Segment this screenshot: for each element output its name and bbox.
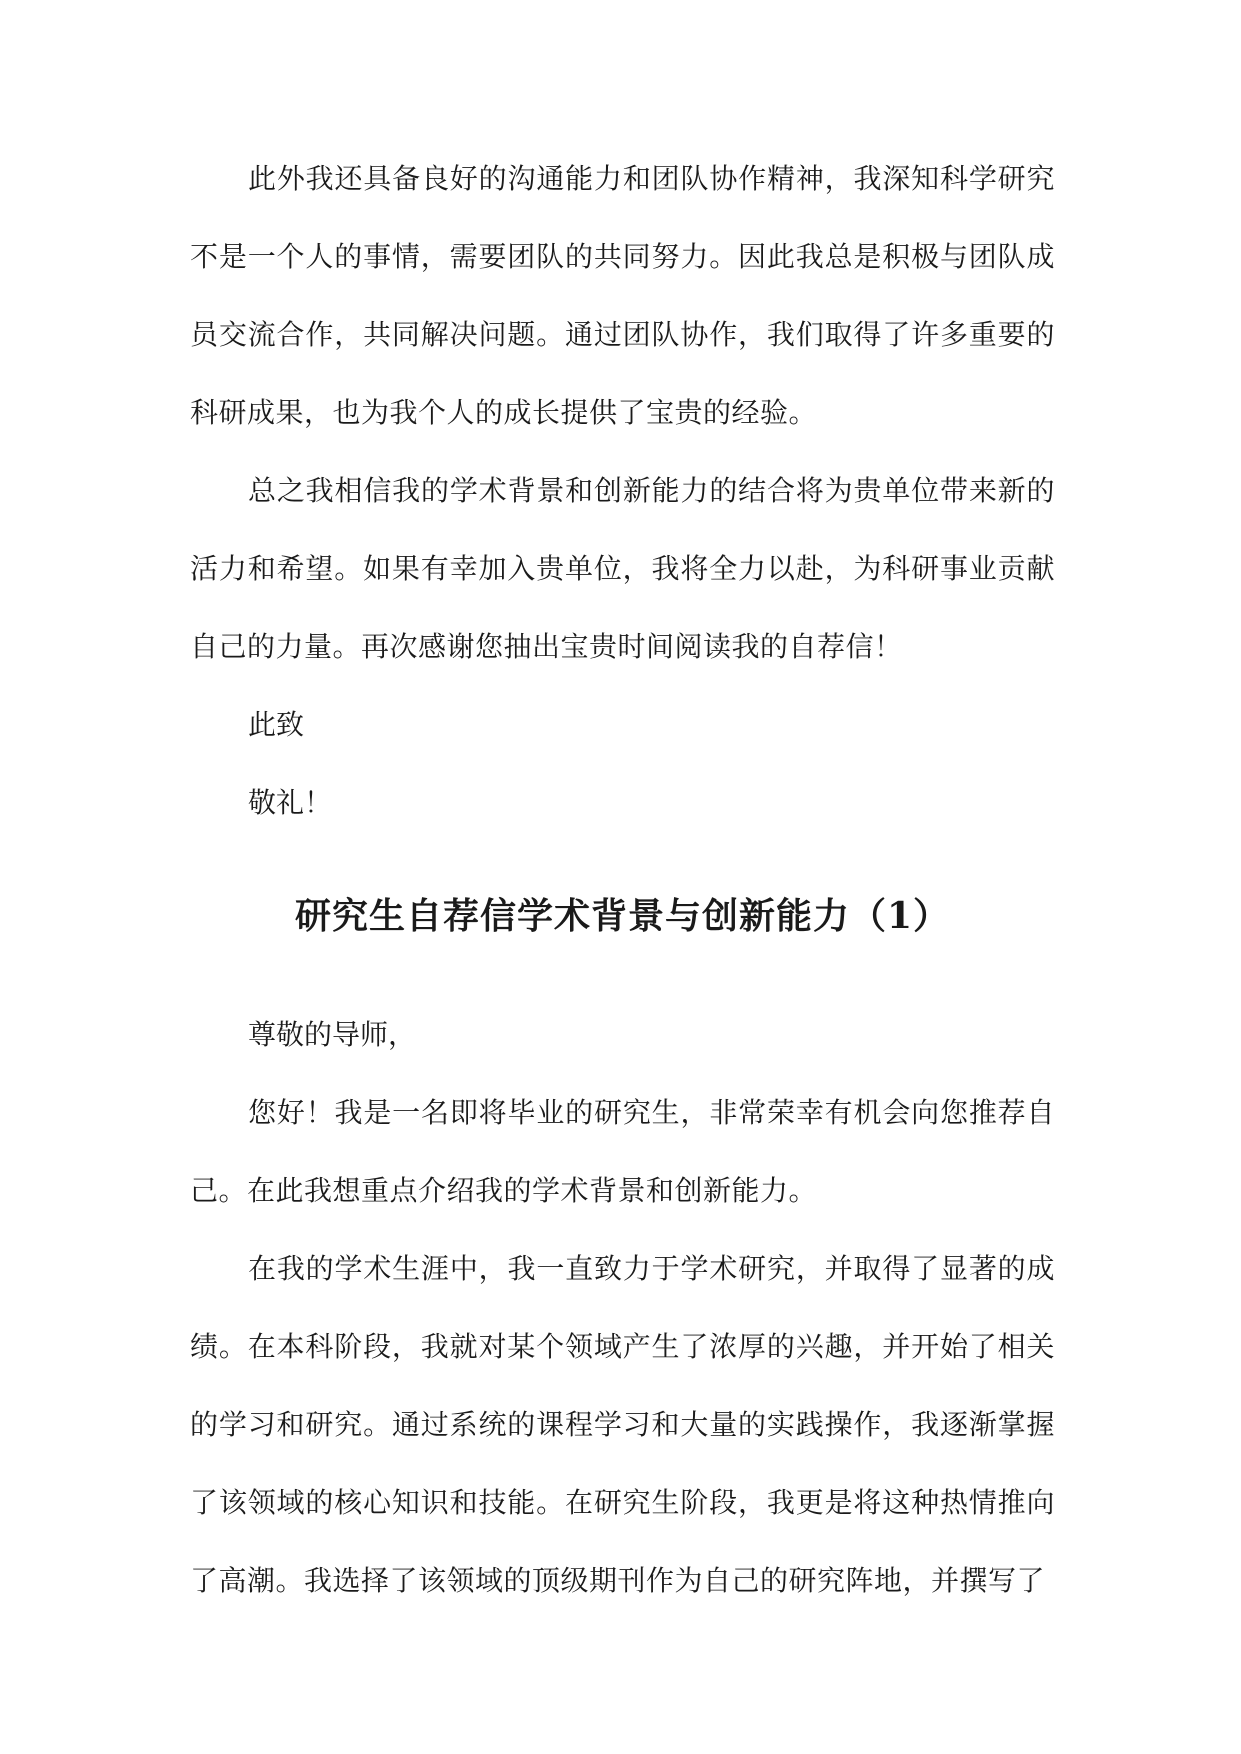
paragraph-teamwork: 此外我还具备良好的沟通能力和团队协作精神，我深知科学研究不是一个人的事情，需要团队的共同努力。因此我总是积极与团队成员交流合作，共同解决问题。通过团队协作，我们取得了许多重要的科研成果，也为我个人的成长提供了宝贵的经验。	[190, 162, 1055, 429]
closing-cizhi: 此致	[248, 708, 305, 741]
paragraph-conclusion: 总之我相信我的学术背景和创新能力的结合将为贵单位带来新的活力和希望。如果有幸加入贵单位，我将全力以赴，为科研事业贡献自己的力量。再次感谢您抽出宝贵时间阅读我的自荐信！	[190, 474, 1055, 663]
salutation: 尊敬的导师，	[248, 1018, 417, 1051]
section-title: 研究生自荐信学术背景与创新能力（1）	[294, 895, 951, 937]
document-body	[190, 140, 1055, 1620]
paragraph-greeting: 您好！我是一名即将毕业的研究生，非常荣幸有机会向您推荐自己。在此我想重点介绍我的学术背景和创新能力。	[190, 1096, 1055, 1207]
closing-jingli: 敬礼！	[248, 786, 333, 819]
paragraph-academic-background: 在我的学术生涯中，我一直致力于学术研究，并取得了显著的成绩。在本科阶段，我就对某个领域产生了浓厚的兴趣，并开始了相关的学习和研究。通过系统的课程学习和大量的实践操作，我逐渐掌握了该领域的核心知识和技能。在研究生阶段，我更是将这种热情推向了高潮。我选择了该领域的顶级期刊作为自己的研究阵地，并撰写了	[190, 1252, 1055, 1597]
